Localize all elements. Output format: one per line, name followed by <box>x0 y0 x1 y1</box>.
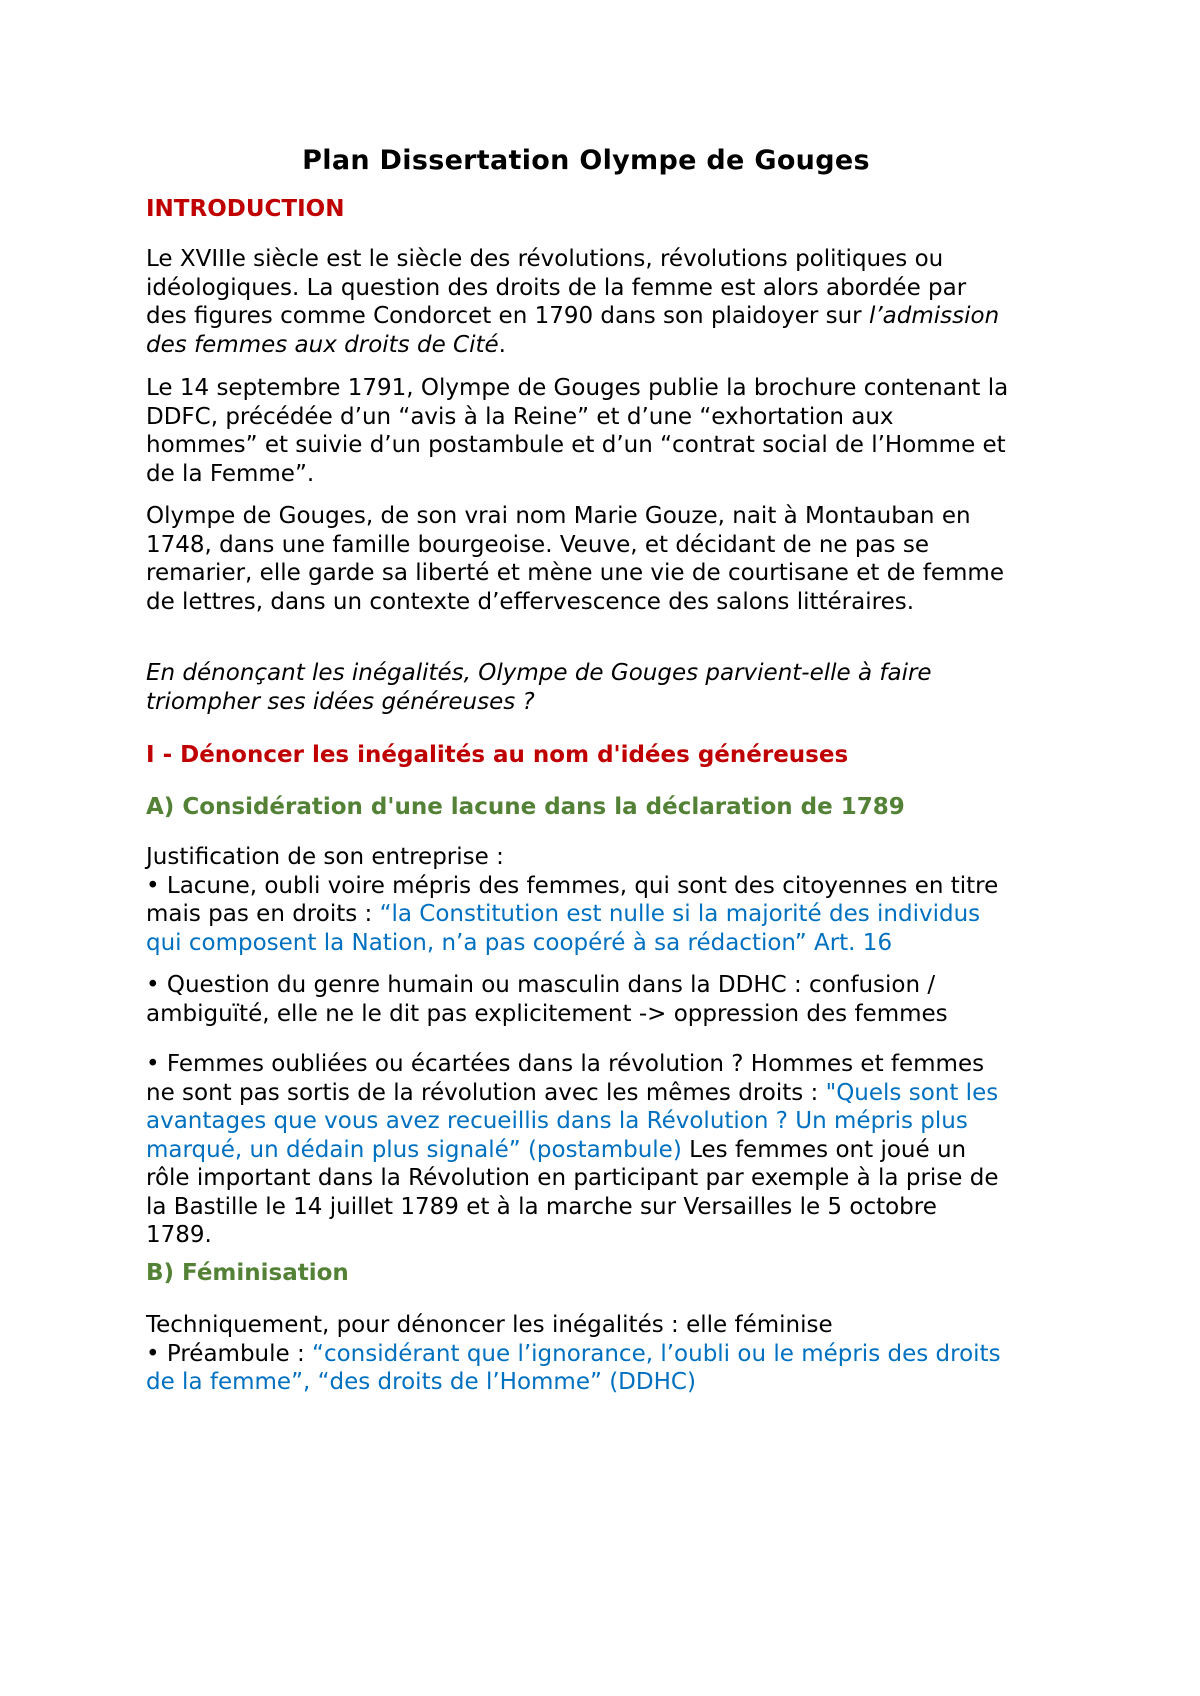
intro-paragraph-2 <box>146 374 1066 488</box>
quote-text: “la Constitution est nulle si la majorité des individus <box>379 901 981 927</box>
quote-text: de la femme”, “des droits de l’Homme” <box>146 1369 602 1395</box>
text-line: 1748, dans une famille bourgeoise. Veuve, et décidant de ne pas se <box>146 531 929 558</box>
text-line: ambiguïté, elle ne le dit pas explicitement -> oppression des femmes <box>146 1000 948 1027</box>
text-line: • Lacune, oubli voire mépris des femmes, qui sont des citoyennes en titre <box>146 872 999 899</box>
italic-title: l’admission <box>868 303 1000 329</box>
text-segment: . <box>498 331 506 358</box>
italic-title: des femmes aux droits de Cité <box>146 331 499 358</box>
section-b-heading: B) Féminisation <box>146 1260 349 1286</box>
text-segment: • Préambule : <box>146 1340 313 1367</box>
text-line: Le XVIIIe siècle est le siècle des révolutions, révolutions politiques ou <box>146 246 944 272</box>
introduction-heading: INTRODUCTION <box>146 196 345 222</box>
text-line: hommes” et suivie d’un postambule et d’un “contrat social de l’Homme et <box>146 432 1006 458</box>
text-line: remarier, elle garde sa liberté et mène une vie de courtisane et de femme <box>146 560 1004 586</box>
text-line <box>146 302 1066 331</box>
text-line <box>146 1079 1066 1108</box>
text-line: Olympe de Gouges, de son vrai nom Marie Gouze, nait à Montauban en <box>146 503 971 529</box>
text-line: 1789. <box>146 1222 212 1248</box>
text-line: Justification de son entreprise : <box>146 844 504 870</box>
section-b-bullet-1 <box>146 1311 1066 1397</box>
text-line: DDFC, précédée d’un “avis à la Reine” et d’une “exhortation aux <box>146 403 894 430</box>
intro-paragraph-3 <box>146 502 1066 616</box>
text-line: Le 14 septembre 1791, Olympe de Gouges publie la brochure contenant la <box>146 375 1009 401</box>
text-line: • Question du genre humain ou masculin dans la DDHC : confusion / <box>146 972 936 998</box>
text-line: • Femmes oubliées ou écartées dans la révolution ? Hommes et femmes <box>146 1051 985 1077</box>
quote-text: (DDHC) <box>601 1369 696 1395</box>
text-line <box>146 1368 1066 1397</box>
quote-text: "Quels sont les <box>825 1079 999 1106</box>
part-1-heading: I - Dénoncer les inégalités au nom d'idées généreuses <box>146 742 849 768</box>
text-segment: des figures comme Condorcet en 1790 dans son plaidoyer sur <box>146 303 869 329</box>
text-line: Techniquement, pour dénoncer les inégalités : elle féminise <box>146 1312 833 1338</box>
section-a-heading: A) Considération d'une lacune dans la déclaration de 1789 <box>146 794 905 820</box>
text-segment: Les femmes ont joué un <box>681 1136 967 1163</box>
quote-text: qui composent la Nation, n’a pas coopéré à sa rédaction” Art. 16 <box>146 929 893 956</box>
problematique <box>146 659 1066 716</box>
text-line: rôle important dans la Révolution en participant par exemple à la prise de <box>146 1165 999 1191</box>
quote-text: marqué, un dédain plus signalé” (postambule) <box>146 1136 682 1163</box>
text-line <box>146 1340 1066 1369</box>
text-line: de la Femme”. <box>146 460 315 487</box>
quote-text: avantages que vous avez recueillis dans la Révolution ? Un mépris plus <box>146 1108 968 1134</box>
text-line: la Bastille le 14 juillet 1789 et à la marche sur Versailles le 5 octobre <box>146 1193 937 1220</box>
text-segment: ne sont pas sortis de la révolution avec les mêmes droits : <box>146 1079 826 1106</box>
text-line: de lettres, dans un contexte d’effervescence des salons littéraires. <box>146 588 915 615</box>
quote-text: “considérant que l’ignorance, l’oubli ou le mépris des droits <box>312 1340 1001 1367</box>
section-a-bullet-2 <box>146 971 1066 1028</box>
document-title: Plan Dissertation Olympe de Gouges <box>302 145 870 176</box>
text-line <box>146 900 1066 929</box>
text-line <box>146 331 1066 360</box>
text-line: triompher ses idées généreuses ? <box>146 688 535 715</box>
text-line: En dénonçant les inégalités, Olympe de Gouges parvient-elle à faire <box>146 660 932 686</box>
section-a-bullet-3 <box>146 1050 1066 1250</box>
text-segment: mais pas en droits : <box>146 901 380 927</box>
intro-paragraph-1 <box>146 245 1066 359</box>
section-a-bullet-1 <box>146 843 1066 957</box>
text-line <box>146 1136 1066 1165</box>
text-line: idéologiques. La question des droits de la femme est alors abordée par <box>146 274 967 301</box>
